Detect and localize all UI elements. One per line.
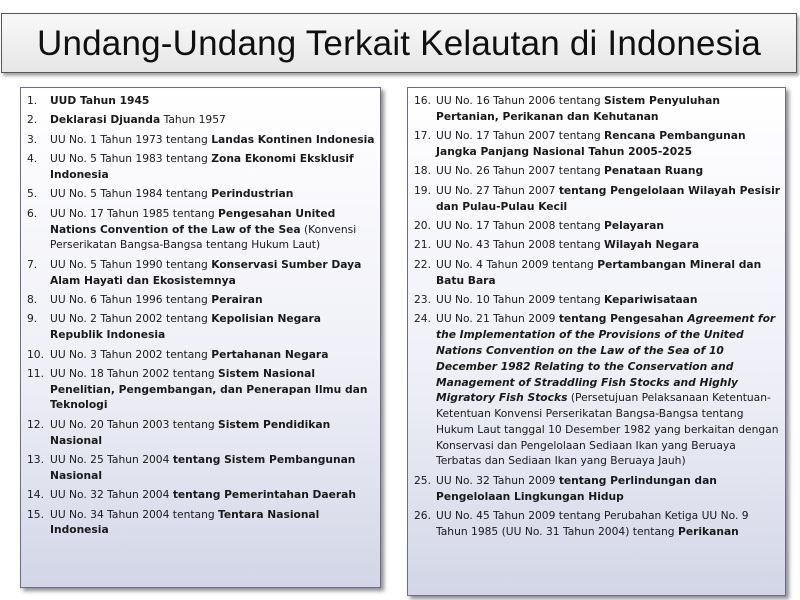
law-list-item <box>27 93 376 109</box>
item-text-segment: Zona Ekonomi Eksklusif Indonesia <box>50 152 354 181</box>
law-list-item <box>414 508 781 540</box>
item-number: 9. <box>27 312 38 326</box>
item-text-segment: UU No. 3 Tahun 2002 tentang <box>50 347 212 361</box>
item-text-segment: Pelayaran <box>604 218 664 232</box>
law-list-item <box>27 452 376 484</box>
item-number: 10. <box>27 347 44 361</box>
item-text-segment: UU No. 5 Tahun 1983 tentang <box>50 152 212 166</box>
item-number: 3. <box>27 132 38 146</box>
item-text-segment: Pengesahan United Nations Convention of the Law of the Sea <box>50 206 336 236</box>
law-list-item <box>27 206 376 253</box>
item-text-segment: Pertambangan Mineral dan Batu Bara <box>436 257 762 287</box>
item-text-segment: UU No. 32 Tahun 2009 <box>436 473 559 487</box>
item-text-segment: UU No. 25 Tahun 2004 <box>50 453 173 467</box>
item-number: 7. <box>27 257 38 271</box>
item-number: 11. <box>27 366 44 380</box>
item-text-segment: Sistem Penyuluhan Pertanian, Perikanan dan Kehutanan <box>436 94 720 123</box>
item-text-segment: tentang Pengelolaan Wilayah Pesisir dan Pulau-Pulau Kecil <box>436 183 780 213</box>
item-text-segment: UU No. 26 Tahun 2007 tentang <box>436 164 605 178</box>
law-list-item <box>414 292 781 308</box>
law-list-item <box>414 473 781 505</box>
item-number: 24. <box>414 312 431 326</box>
law-list-item <box>414 218 781 234</box>
law-list-item <box>27 186 376 202</box>
item-text-segment: Tentara Nasional Indonesia <box>50 507 320 537</box>
item-text-segment: tentang Perlindungan dan Pengelolaan Lingkungan Hidup <box>436 473 717 503</box>
item-text-segment: Pertahanan Negara <box>211 347 329 361</box>
item-text-segment: UU No. 4 Tahun 2009 tentang <box>436 257 598 271</box>
item-text-segment: UU No. 1 Tahun 1973 tentang <box>50 132 212 146</box>
item-number: 25. <box>414 473 431 487</box>
item-text-segment: Kepariwisataan <box>604 292 698 306</box>
item-number: 15. <box>27 507 44 521</box>
item-text-segment: Penataan Ruang <box>604 164 704 178</box>
item-text-segment: Rencana Pembangunan Jangka Panjang Nasional Tahun 2005-2025 <box>436 129 746 158</box>
title-bar <box>1 13 797 73</box>
item-text-segment: Deklarasi Djuanda <box>50 113 161 127</box>
item-text-segment: UU No. 2 Tahun 2002 tentang <box>50 312 212 326</box>
right-law-panel <box>407 87 786 596</box>
left-law-panel <box>20 87 381 588</box>
law-list-item <box>414 183 781 215</box>
law-list-item <box>27 366 376 413</box>
law-list-item <box>27 132 376 148</box>
item-number: 18. <box>414 164 431 178</box>
item-number: 26. <box>414 509 431 523</box>
item-text-segment: (Konvensi Perserikatan Bangsa-Bangsa tentang Hukum Laut) <box>50 222 357 252</box>
item-text-segment: UU No. 16 Tahun 2006 tentang <box>436 94 605 107</box>
item-text-segment: (Persetujuan Pelaksanaan Ketentuan-Ketentuan Konvensi Perserikatan Bangsa-Bangsa tentang Hukum Laut tanggal 10 Desember 1982 yang berkaitan dengan Konservasi dan Pengelolaan Sediaan Ikan yang Beruaya Terbatas dan Sediaan Ikan yang Beruaya Jauh) <box>436 391 779 468</box>
law-list-item <box>27 292 376 308</box>
item-text-segment: Konservasi Sumber Daya Alam Hayati dan Ekosistemnya <box>50 257 362 287</box>
law-list-item <box>27 257 376 289</box>
item-text-segment: tentang Sistem Pembangunan Nasional <box>50 453 356 482</box>
law-list-item <box>27 507 376 539</box>
item-text-segment: Kepolisian Negara Republik Indonesia <box>50 312 322 342</box>
item-text-segment: UU No. 20 Tahun 2003 tentang <box>50 417 219 431</box>
item-text-segment: UU No. 10 Tahun 2009 tentang <box>436 292 605 306</box>
item-text-segment: Wilayah Negara <box>604 238 700 252</box>
item-text-segment: UU No. 27 Tahun 2007 <box>436 183 559 197</box>
item-number: 14. <box>27 488 44 502</box>
law-list-item <box>414 163 781 179</box>
law-list-item <box>27 487 376 503</box>
item-text-segment: Perindustrian <box>211 187 294 201</box>
item-number: 20. <box>414 218 431 232</box>
item-number: 12. <box>27 417 44 431</box>
law-list-item <box>414 311 781 469</box>
left-law-list <box>27 93 376 542</box>
law-list-item <box>414 93 781 125</box>
item-text-segment: tentang Pemerintahan Daerah <box>172 488 356 502</box>
item-text-segment: Tahun 1957 <box>160 113 226 127</box>
item-text-segment: Perairan <box>211 292 263 306</box>
law-list-item <box>27 347 376 363</box>
law-list-item <box>27 311 376 343</box>
item-number: 21. <box>414 238 431 252</box>
law-list-item <box>27 151 376 183</box>
item-text-segment: UU No. 43 Tahun 2008 tentang <box>436 238 605 252</box>
item-number: 22. <box>414 257 431 271</box>
law-list-item <box>27 112 376 128</box>
law-list-item <box>414 237 781 253</box>
item-text-segment: Agreement for the Implementation of the Provisions of the United Nations Convention on the Law of the Sea of 10 December 1982 Relating to the Conservation and Management of Straddling Fish Stocks and Highly Migratory Fish Stocks <box>436 312 776 405</box>
law-list-item <box>414 257 781 289</box>
item-text-segment: Sistem Nasional Penelitian, Pengembangan, dan Penerapan Ilmu dan Teknologi <box>50 366 368 412</box>
item-text-segment: UU No. 5 Tahun 1990 tentang <box>50 257 212 271</box>
item-text-segment: UU No. 32 Tahun 2004 <box>50 488 173 502</box>
item-number: 2. <box>27 113 38 127</box>
item-number: 1. <box>27 94 38 107</box>
law-list-item <box>27 417 376 449</box>
item-text-segment: UU No. 45 Tahun 2009 tentang Perubahan Ketiga UU No. 9 Tahun 1985 (UU No. 31 Tahun 2004) tentang <box>436 509 749 538</box>
item-number: 8. <box>27 292 38 306</box>
item-text-segment: UU No. 17 Tahun 2008 tentang <box>436 218 605 232</box>
item-text-segment: UUD Tahun 1945 <box>50 94 150 107</box>
right-law-list <box>414 93 781 543</box>
item-text-segment: UU No. 21 Tahun 2009 <box>436 312 559 326</box>
item-number: 13. <box>27 453 44 467</box>
item-number: 17. <box>414 129 431 143</box>
item-number: 19. <box>414 183 431 197</box>
law-list-item <box>414 128 781 160</box>
item-text-segment: UU No. 18 Tahun 2002 tentang <box>50 366 219 380</box>
item-number: 5. <box>27 187 38 201</box>
item-number: 4. <box>27 152 38 166</box>
item-text-segment: UU No. 17 Tahun 2007 tentang <box>436 129 605 143</box>
item-text-segment: tentang Pengesahan <box>558 312 688 326</box>
item-text-segment: UU No. 6 Tahun 1996 tentang <box>50 292 212 306</box>
item-text-segment: Landas Kontinen Indonesia <box>211 132 375 146</box>
item-number: 16. <box>414 94 431 107</box>
item-text-segment: UU No. 5 Tahun 1984 tentang <box>50 187 212 201</box>
item-number: 6. <box>27 206 38 220</box>
item-text-segment: Sistem Pendidikan Nasional <box>50 417 331 447</box>
slide-title: Undang-Undang Terkait Kelautan di Indonesia <box>36 24 761 63</box>
item-text-segment: UU No. 34 Tahun 2004 tentang <box>50 507 219 521</box>
item-text-segment: UU No. 17 Tahun 1985 tentang <box>50 206 219 220</box>
item-number: 23. <box>414 292 431 306</box>
item-text-segment: Perikanan <box>678 524 739 538</box>
